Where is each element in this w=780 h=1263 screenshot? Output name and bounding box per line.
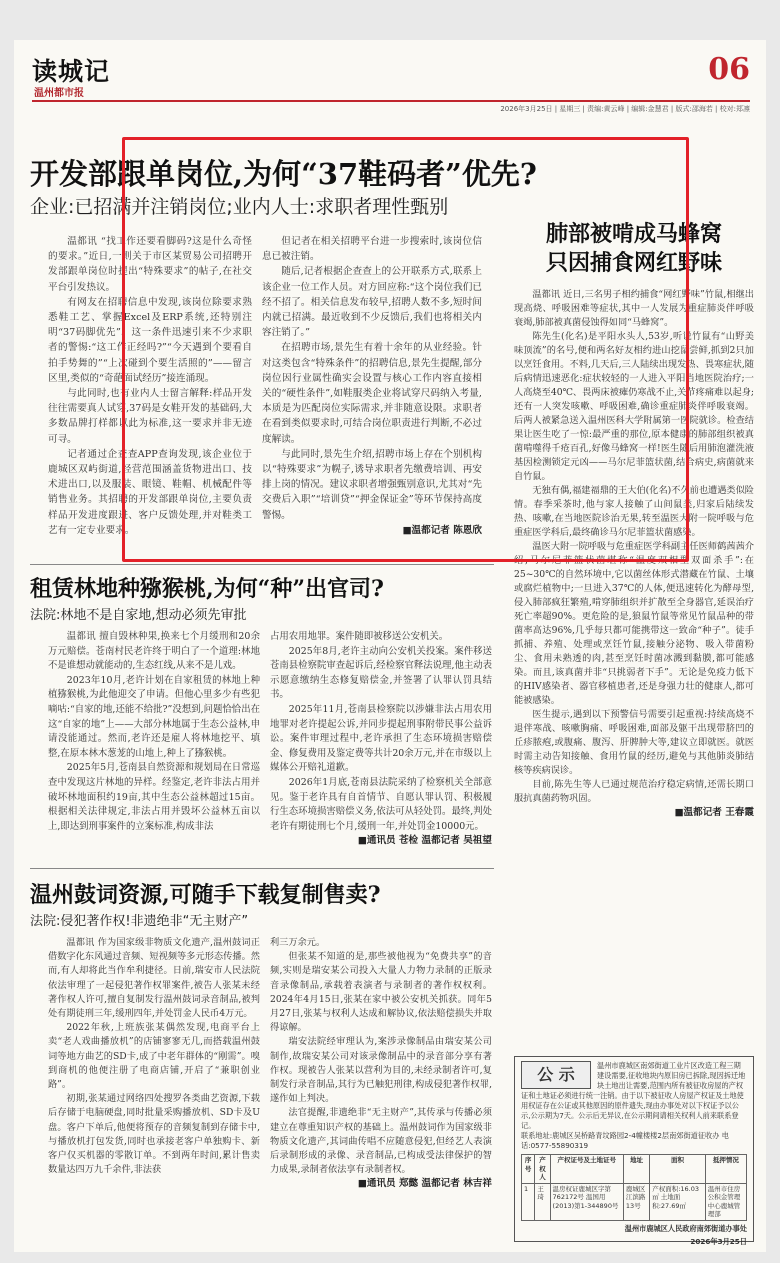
paragraph: 温医大附一院呼吸与危重症医学科副主任医师鹤茜茜介绍,马尔尼菲篮状菌堪称“温度双相型双面杀手”:在25~30℃的自然环境中,它以菌丝体形式潜藏在竹鼠、土壤或腐烂植物中;一旦进入37℃的人体,便迅速转化为酵母型,侵入肺部疯狂繁殖,啃穿肺组织并扩散至全身器官,延误治疗死亡率超90%。更危险的是,狼鼠竹鼠等常见竹鼠品种的带菌率高达96%,几乎每只都可能携带这一致命“种子”。徒手抓捕、养殖、处理或烹饪竹鼠,接触分泌物、吸入带菌粉尘、食用未熟透的肉,甚至烹饪时菌冰溅到黏膜,都可能感染。而且,该真菌并非“只挑弱者下手”。无论是免疫力低下的HIV感染者、器官移植患者,还是身强力壮的健康人,都可能被感染。	[514, 541, 754, 706]
paragraph: 占用农用地罪。案件随即被移送公安机关。	[270, 631, 449, 642]
notice-signature: 温州市鹿城区人民政府南郊街道办事处	[624, 1223, 747, 1233]
paragraph: 2025年8月,老许主动向公安机关投案。案件移送苍南县检察院审查起诉后,经检察官释法说理,他主动表示愿意缴纳生态修复赔偿金,并签署了认罪认罚具结书。	[270, 645, 492, 701]
paragraph: 2025年11月,苍南县检察院以涉嫌非法占用农用地罪对老许提起公诉,并同步提起刑事附带民事公益诉讼。案件审理过程中,老许承担了生态环境损害赔偿金、修复费用及鉴定费等共计20余万元,并在市级以上媒体公开赔礼道歉。	[270, 703, 492, 774]
notice-body: 温州市鹿城区南郊街道工业片区改造工程三期建设需要,征收地块内原旧房已拆除,现因拆迁地块土地出让需要,范围内所有被征收房屋的产权证和土地证必须进行统一注销。由于以下被征收人房屋产权证及土地使用权证存在公证或其他原因的原件遗失,现由办事处对以下权证予以公示,公示期为7天。公示后无异议,在公示期间请相关权利人前来联系登记。	[521, 1061, 746, 1130]
table-cell: 王琦	[535, 1183, 550, 1220]
byline: ■温都记者 王春霞	[674, 807, 754, 818]
paragraph: 陈先生(化名)是平阳水头人,53岁,听说竹鼠有“山野美味顶流”的名号,便和两名好友相约进山挖鼠尝鲜,抓到2只加以烹饪食用。不料,几天后,三人陆续出现发热、畏寒症状,随后病情迅速恶化:症状较轻的一人进入平阳当地医院治疗;一人高烧至40℃、畏两床被瘫仍寒战不止,关节疼痛难以起身;还有一人突发咳嗽、呼吸困难,确诊重症肺炎伴呼吸衰竭。后两人被紧急送入温州医科大学附属第一医院就诊。检查结果让医生吃了一惊:最严重的那位,原本健康的肺部组织被真菌啃噬得千疮百孔,好像马蜂窝一样!医生随后用肺泡灌洗液基因检测锁定元凶——马尔尼菲篮状菌,结合病史,病菌就来自竹鼠。	[514, 331, 754, 482]
paragraph: 但记者在相关招聘平台进一步搜索时,该岗位信息已被注销。	[262, 236, 482, 263]
story3-column-2	[270, 936, 492, 1192]
byline: ■通讯员 郑懿 温都记者 林吉祥	[357, 1178, 492, 1190]
table-header: 产权人	[535, 1155, 550, 1184]
issue-info: 2026年3月25日 | 星期三 | 责编:黄云峰 | 编辑:金慧君 | 版式:邵海若 | 校对:郑凛	[500, 105, 750, 113]
table-cell: 1	[522, 1183, 535, 1220]
lead-subheadline: 企业:已招满并注销岗位;业内人士:求职者理性甄别	[30, 196, 449, 218]
table-header: 面积	[650, 1155, 706, 1184]
paragraph: 无独有偶,福建福鼎的王大伯(化名)不久前也遭遇类似险情。春季采茶时,他与家人接触了山间鼠类,归家后陆续发热、咳嗽,在当地医院诊治无果,转至温医大附一院呼吸与危重症医学科后,最终确诊马尔尼菲篮状菌感染。	[514, 485, 754, 538]
story2-column-2	[270, 630, 492, 849]
byline: ■温都记者 陈恩欣	[402, 524, 482, 536]
story3-subheadline: 法院:侵犯著作权!非遗绝非“无主财产”	[30, 914, 249, 929]
public-notice	[514, 1056, 754, 1246]
story3-headline: 温州鼓词资源,可随手下载复制售卖?	[30, 882, 381, 908]
paragraph: 温都讯 “找工作还要看脚码?这是什么奇怪的要求。”近日,一则关于市区某贸易公司招聘开发部跟单岗位时提出“特殊要求”的帖子,在社交平台引发热议。	[48, 236, 252, 293]
paragraph: 但张某不知道的是,那些被他视为“免费共享”的音频,实则是瑞安某公司投入大量人力物力录制的正版录音录像制品,承载着表演者与录制者的著作权权利。2024年4月15日,张某在家中被公安机关抓获。同年5月27日,张某与权利人达成和解协议,依法赔偿损失并取得谅解。	[270, 951, 492, 1034]
table-header: 地址	[623, 1155, 649, 1184]
paragraph: 目前,陈先生等人已通过规范治疗稳定病情,还需长期口服抗真菌药物巩固。	[514, 779, 754, 804]
story3-column-1	[48, 936, 260, 1177]
section-title: 读城记	[32, 57, 111, 86]
table-header: 产权证号及土地证号	[550, 1155, 623, 1184]
paragraph: 2023年10月,老许计划在自家租赁的林地上种植猕猴桃,为此他迎交了申请。但他心里多少有些犯嘀咕:“自家的地,还能不给批?”没想到,问题恰恰出在这“自家的地”上——大部分林地属于生态公益林,申请没能通过。然而,老许还是雇人将林地挖平、填整,在原本林木葱茏的山地上,种上了猕猴桃。	[48, 674, 260, 759]
notice-table	[521, 1154, 747, 1221]
table-header: 序号	[522, 1155, 535, 1184]
paragraph: 初期,张某通过网络四处搜罗各类曲艺资源,下载后存储于电脑硬盘,同时批量采购播放机、SD卡及U盘。客户下单后,他便将预存的音频复制到存储卡中,与播放机打包发货,同时也承接老客户单独购卡、新客户仅买机器的零散订单。不到两年时间,累计售卖数量达四万九千余件,非法获	[48, 1093, 260, 1176]
paragraph: 瑞安法院经审理认为,案涉录像制品由瑞安某公司制作,故瑞安某公司对该录像制品中的录音部分享有著作权。现被告人张某以营利为目的,未经录制者许可,复制发行录音制品,其行为已触犯刑律,构成侵犯著作权罪,遂作如上判决。	[270, 1036, 492, 1105]
masthead-rule	[32, 100, 750, 102]
paragraph: 法官提醒,非遗绝非“无主财产”,其传承与传播必须建立在尊重知识产权的基础上。温州鼓词作为国家级非物质文化遗产,其词曲传唱不应随意侵犯,但经艺人表演后录制形成的录像、录音制品,已构成受法律保护的智力成果,录制者依法享有录制者权。	[270, 1107, 492, 1176]
side-headline-line-1: 肺部被啃成马蜂窝	[545, 221, 722, 247]
side-column	[514, 288, 754, 820]
brand-name: 温州都市报	[34, 88, 84, 99]
lead-headline: 开发部跟单岗位,为何“37鞋码者”优先?	[30, 157, 537, 191]
lead-column-1	[48, 234, 252, 538]
paragraph: 有网友在招聘信息中发现,该岗位除要求熟悉鞋工艺、掌握Excel及ERP系统,还特别注明“37码脚优先”。这一条件迅速引来不少求职者的警惕:“这工作正经吗?”“今天遇到个要看自拍手势舞的”“上次碰到个要生活照的”——留言区里,类似的“奇葩面试经历”接连涌现。	[48, 296, 252, 384]
paragraph: 温都讯 作为国家级非物质文化遗产,温州鼓词正借数字化东风通过音频、短视频等多元形态传播。然而,有人却将此当作牟利捷径。日前,瑞安市人民法院依法审理了一起侵犯著作权罪案件,被告人张某未经著作权人许可,擅自复制发行温州鼓词录音制品,被判处有期徒刑三年,缓刑四年,并处罚金人民币4万元。	[48, 937, 260, 1020]
table-cell: 鹿城区江滨路13号	[623, 1183, 649, 1220]
table-header-row	[522, 1155, 747, 1184]
lead-column-2	[262, 234, 482, 538]
story2-subheadline: 法院:林地不是自家地,想动必须先审批	[30, 608, 247, 623]
paragraph: 2025年5月,苍南县自然资源和规划局在日常巡查中发现这片林地的异样。经鉴定,老许非法占用并破坏林地面积约19亩,其中生态公益林超过15亩。根据相关法律规定,非法占用并毁坏公益林五亩以上,即达到刑事案件的立案标准,构成非法	[48, 762, 260, 832]
paragraph: 医生提示,遇到以下预警信号需要引起重视:持续高烧不退伴寒战、咳嗽胸痛、呼吸困难,面部及躯干出现带脐凹的丘疹脓疱,或腹痛、腹泻、肝脾肿大等,建议立即就医。就医时需主动告知接触、食用竹鼠的经历,避免与其他肺炎肺结核等疾病误诊。	[514, 709, 754, 776]
side-headline-line-2: 只因捕食网红野味	[545, 250, 722, 276]
paragraph: 在招聘市场,景先生有着十余年的从业经验。针对这类包含“特殊条件”的招聘信息,景先生提醒,部分岗位因行业属性确实会设置与核心工作内容直接相关的“硬性条件”,如鞋服类企业将试穿尺码纳入考量,本质是为匹配岗位实际需求,并非随意设限。求职者在看到类似要求时,可结合岗位职责进行判断,不必过度解读。	[262, 342, 482, 445]
story2-headline: 租赁林地种猕猴桃,为何“种”出官司?	[30, 576, 384, 602]
table-row	[522, 1183, 747, 1220]
table-cell: 产权面积:16.03㎡ 土地面积:27.69㎡	[650, 1183, 706, 1220]
paragraph: 记者通过企查查APP查询发现,该企业位于鹿城区双屿街道,经营范围涵盖货物进出口、技术进出口,以及服装、眼镜、鞋帽、机械配件等销售业务。其招聘的开发部跟单岗位,主要负责样品开发进度跟进、客户反馈处理,并对鞋类工艺有一定专业要求。	[48, 448, 252, 536]
paragraph: 利三万余元。	[270, 937, 326, 948]
notice-date: 2026年3月25日	[690, 1236, 747, 1246]
byline: ■通讯员 苍检 温都记者 吴祖望	[357, 835, 492, 847]
paragraph: 温都讯 擅自毁林种果,换来七个月缓刑和20余万元赔偿。苍南村民老许终于明白了一个道理:林地不是谁想动就能动的,生态红线,从来不是儿戏。	[48, 631, 260, 672]
notice-title: 公 示	[521, 1061, 591, 1089]
paragraph: 与此同时,景先生介绍,招聘市场上存在个别机构以“特殊要求”为幌子,诱导求职者先缴费培训、再安排上岗的情况。建议求职者增强甄别意识,尤其对“先交费后入职”“培训贷”“押金保证金”等环节保持高度警惕。	[262, 448, 482, 521]
table-header: 抵押情况	[705, 1155, 746, 1184]
paragraph: 随后,记者根据企查查上的公开联系方式,联系上该企业一位工作人员。对方回应称:“这个岗位我们已经不招了。相关信息发布较早,招聘人数不多,短时间内就已招满。最近收到不少反馈后,我们也将相关内容注销了。”	[262, 266, 482, 339]
story2-column-1	[48, 630, 260, 834]
masthead	[32, 52, 750, 113]
newspaper-page	[14, 40, 766, 1252]
side-story	[514, 220, 754, 820]
page-number: 06	[708, 52, 750, 87]
divider	[30, 868, 494, 869]
paragraph: 2026年1月底,苍南县法院采纳了检察机关全部意见。鉴于老许具有自首情节、自愿认罪认罚、积极履行生态环境损害赔偿义务,依法可从轻处罚。最终,判处老许有期徒刑七个月,缓刑一年,并处罚金10000元。	[270, 776, 492, 832]
divider	[30, 564, 494, 565]
paragraph: 与此同时,也有业内人士留言解释:样品开发往往需要真人试穿,37码是女鞋开发的基础码,大多数品牌打样都以此为标准,这一要求并非无迹可寻。	[48, 388, 252, 445]
table-cell: 温州市住房公积金管理中心鹿城管理部	[705, 1183, 746, 1220]
paragraph: 温都讯 近日,三名男子相约捕食“网红野味”竹鼠,相继出现高烧、呼吸困难等症状,其中一人发展为重症肺炎伴呼吸衰竭,肺部被真菌侵蚀得如同“马蜂窝”。	[514, 289, 754, 328]
paragraph: 2022年秋,上班族张某偶然发现,电商平台上卖“老人戏曲播放机”的店铺寥寥无几,而搭载温州鼓词等地方曲艺的SD卡,成了中老年群体的“刚需”。嗅到商机的他便注册了电商店铺,开启了“兼职创业路”。	[48, 1022, 260, 1091]
table-cell: 温房权证鹿城区字第762172号 温国用(2013)第1-344890号	[550, 1183, 623, 1220]
notice-contact: 联系地址:鹿城区吴桥路青坟路园2-4幢楼楼2层南郊街道征收办 电话:0577-55890319	[521, 1131, 729, 1150]
